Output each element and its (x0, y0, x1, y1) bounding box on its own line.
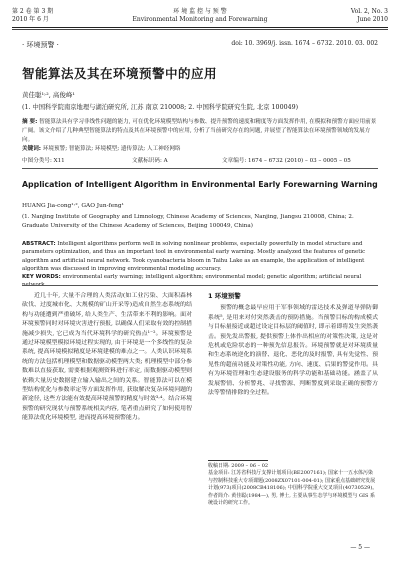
section-heading: 1 环境预警 (208, 292, 241, 300)
footnote-rule (208, 460, 268, 461)
paper-title-en: Application of Intelligent Algorithm in Environmental Early Forewarning Warning (22, 180, 378, 189)
header-date-cn: 2010 年 6 月 (12, 16, 49, 23)
body-column-left (22, 292, 192, 424)
header-rule-thin (12, 29, 388, 30)
page-number: — 5 — (350, 544, 370, 551)
authors-en: HUANG Jia-cong¹˒², GAO Jun-feng¹ (22, 203, 124, 209)
body-column-right (208, 292, 378, 398)
keywords-en-text: environmental early warning; intelligent algorithm; environmental model; genetic algorithm; artificial neural network (22, 274, 362, 289)
document-code: 文献标识码: A (132, 158, 168, 164)
header-volume (351, 8, 388, 24)
abstract-en-text: Intelligent algorithms perform well in solving nonlinear problems, especially powerfully in model structure and parameters optimization, and thus an important tool in environmental early warning. Mostly analyzed the features of genetic algorithm and artificial neural network. Took cyanobacteria bloom in Taihu Lake as an example, the application of intelligent algorithm was discussed in improving environmental modeling accuracy. (22, 241, 366, 272)
separator-body (22, 285, 378, 286)
affiliation-en: (1. Nanjing Institute of Geography and Limnology, Chinese Academy of Sciences, Nanjing, Jiangsu 210008, China; 2. Graduate University of the Chinese Academy of Sciences, Beijing 100049, China) (22, 214, 354, 229)
classification-line (22, 156, 378, 166)
authors-cn: 黄佳聪¹˒², 高俊峰¹ (22, 91, 75, 99)
footnote-received: 收稿日期: 2009 – 06 – 02 (208, 463, 269, 469)
paper-title-cn: 智能算法及其在环境预警中的应用 (22, 66, 218, 81)
keywords-cn-text: 环境预警; 智能算法; 环境模型; 遗传算法; 人工神经网络 (42, 146, 181, 152)
header-journal-en: Environmental Monitoring and Forewarning (132, 16, 268, 23)
abstract-en (22, 240, 378, 290)
footnote-author-bio: 作者简介: 黄佳聪(1984—), 男, 博士, 主要从事生态学与环境模型与 GIS 系统设计的研究工作。 (208, 492, 376, 507)
intro-paragraph: 近几十年, 大量不合理的人类活动(如工业污染、大面积森林砍伐、过度城市化、大规模的矿山开采等)造成自然生态系统的结构与功能遭到严重破坏, 给人类生产、生活带来不利的影响。面对环境预警同时对环境灾害进行预报, 以确保人们采取有效的控制措施减少损失, 它已成为当代环境科学的研究热点¹⁻²。环境预警是通过环境模型模拟环境过程实现的, 由于环境是一个多线性的复杂系统, 提高环境模拟精度是环境建模的难点之一。人类认识环境系统的方法包括机理模型和数据驱动模型两大类; 机理模型中部分参数难以直接获取, 需要根据观测资料进行率定, 而数据驱动模型则依赖大量历史数据建立输入输出之间的关系。智能算法可以在模型结构优化与参数率定等方面发挥作用, 获取解决复杂环境问题的新途径, 这些方法能有效提高环境预警的精度与时效³˒⁴。结合环境预警的研究现状与预警系统相关内容, 笔者重点研究了如何使用智能算法优化环境模型, 进而提高环境预警能力。 (22, 293, 192, 422)
header-rule (12, 27, 388, 28)
abstract-cn (22, 118, 378, 154)
footnote-funding: 基金项目: 江苏省科技厅支撑计划项目(BE2007161); 国家十一五水体污染与控制科技重大专项课题(2008ZX07101-004-01); 国家重点基础研究发展计划(973)项目(2008CB418106); 中国科学院重大交叉项目(40730529)。 (208, 470, 378, 492)
abstract-cn-text: 智能算法具有学习非线性问题的能力, 可在优化环境模型结构与参数、提升预警的速度和精度等方面发挥作用, 在模拟和预警方面应用前景广阔。该文介绍了几种典型智能算法的特点及其在环境预警中的应用, 分析了当前研究存在的问题, 并展望了智能算法在环境预警领域的发展方向。 (22, 119, 377, 143)
affiliation-cn: (1. 中国科学院南京地理与湖泊研究所, 江苏 南京 210008; 2. 中国科学院研究生院, 北京 100049) (22, 104, 299, 111)
keywords-en-label: KEY WORDS: (22, 274, 61, 281)
column-tag: · 环境预警 · (22, 41, 59, 49)
doi: doi: 10. 3969/j. issn. 1674 – 6732. 2010. 03. 002 (231, 40, 378, 47)
header-journal (12, 8, 388, 24)
header-volume-en: Vol. 2, No. 3 (350, 8, 388, 15)
footnotes (208, 463, 378, 507)
clc-number: 中图分类号: X11 (22, 158, 65, 164)
header-volume-issue: 第 2 卷 第 3 期 (12, 8, 54, 15)
keywords-cn-label: 关键词: (22, 146, 42, 152)
abstract-en-label: ABSTRACT: (22, 241, 56, 247)
abstract-cn-label: 摘 要: (22, 119, 38, 125)
header-date-en: June 2010 (357, 16, 388, 23)
article-number: 文章编号: 1674 – 6732 (2010) – 03 – 0005 – 05 (222, 158, 351, 164)
running-header (12, 8, 388, 26)
section-paragraph: 预警的概念最早应用于军事领域的雷达技术及弹道导弹防御系统⁵, 是用来对付突然袭击的预防措施。当预警目标的构成模式与目标量接近或超过设定目标层的阈值时, 即示着即将发生突然袭击。预先发出警报, 提供预警上体作出相应的对策性决策, 这是对危机或危险状态的一种预先信息报告。环境预警就是对环境质量和生态系统逆化的演替、退化、恶化的及时报警, 具有先觉性、预见性的超前功能及对策性功能, 方向、速度、后果的警觉作用。具有为环境管理和生态建设服务的科学功能和基础功能。涵盖了从发展警情、分析警兆、寻找警源、判断警度到采取正确的预警方法等警情排除的全过程。 (208, 305, 378, 397)
header-journal-cn: 环 境 监 控 与 预 警 (173, 8, 227, 15)
separator (22, 168, 378, 169)
